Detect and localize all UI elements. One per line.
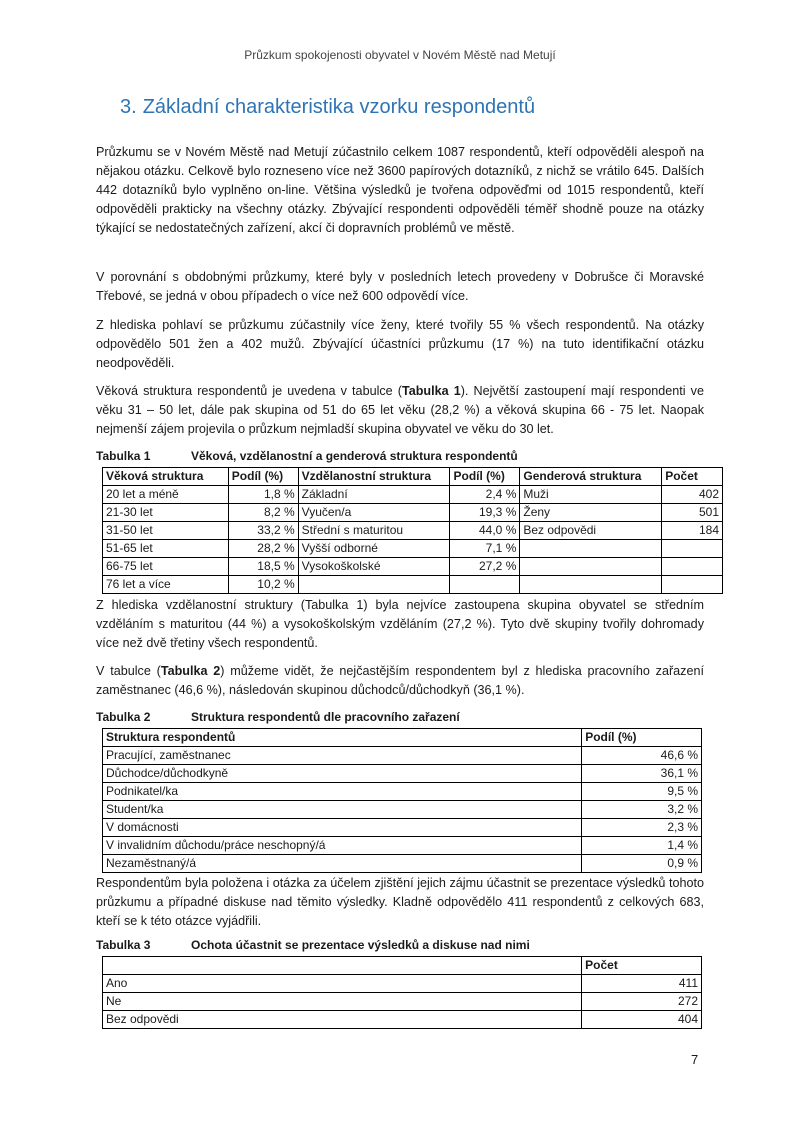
- table-cell: 7,1 %: [450, 540, 520, 558]
- table-cell: 2,4 %: [450, 486, 520, 504]
- table-cell: Vyšší odborné: [298, 540, 450, 558]
- table-1: [102, 467, 723, 594]
- table-2-label: Tabulka 2: [96, 710, 151, 724]
- table-3-label: Tabulka 3: [96, 938, 151, 952]
- table-3-header-row: [103, 957, 702, 975]
- table-1-reference: Tabulka 1: [401, 384, 461, 398]
- table-row: [103, 783, 702, 801]
- paragraph-age: [96, 382, 704, 439]
- table-1-caption: [96, 449, 518, 463]
- table-cell: 8,2 %: [228, 504, 298, 522]
- table-row: [103, 975, 702, 993]
- table-3: [102, 956, 702, 1029]
- table-cell: 36,1 %: [582, 765, 702, 783]
- table-1-header: Počet: [662, 468, 723, 486]
- table-cell: [520, 558, 662, 576]
- paragraph-occupation: [96, 662, 704, 700]
- table-cell: 21-30 let: [103, 504, 229, 522]
- page-number: 7: [691, 1052, 699, 1067]
- table-cell: 9,5 %: [582, 783, 702, 801]
- table-2-header: Podíl (%): [582, 729, 702, 747]
- running-header: Průzkum spokojenosti obyvatel v Novém Městě nad Metují: [244, 48, 556, 62]
- table-2-reference: Tabulka 2: [160, 664, 221, 678]
- table-cell: Bez odpovědi: [520, 522, 662, 540]
- table-cell: V invalidním důchodu/práce neschopný/á: [103, 837, 582, 855]
- table-cell: [450, 576, 520, 594]
- table-cell: Nezaměstnaný/á: [103, 855, 582, 873]
- table-cell: 66-75 let: [103, 558, 229, 576]
- table-cell: Ne: [103, 993, 582, 1011]
- table-2: [102, 728, 702, 873]
- table-cell: 33,2 %: [228, 522, 298, 540]
- table-cell: 27,2 %: [450, 558, 520, 576]
- table-cell: V domácnosti: [103, 819, 582, 837]
- table-cell: Vyučen/a: [298, 504, 450, 522]
- paragraph-age-text-1: Věková struktura respondentů je uvedena v tabulce (: [96, 384, 402, 398]
- paragraph-education: Z hlediska vzdělanostní struktury (Tabulka 1) byla nejvíce zastoupena skupina obyvatel se středním vzděláním s maturitou (44 %) a vysokoškolským vzděláním (27,2 %). Tyto dvě skupiny tvořily dohromady více než dvě třetiny všech respondentů.: [96, 598, 704, 650]
- table-cell: 10,2 %: [228, 576, 298, 594]
- table-cell: Střední s maturitou: [298, 522, 450, 540]
- table-cell: Základní: [298, 486, 450, 504]
- table-row: [103, 747, 702, 765]
- table-cell: Muži: [520, 486, 662, 504]
- table-1-header: Vzdělanostní struktura: [298, 468, 450, 486]
- table-cell: 402: [662, 486, 723, 504]
- table-1-label: Tabulka 1: [96, 449, 151, 463]
- table-cell: 46,6 %: [582, 747, 702, 765]
- table-cell: 501: [662, 504, 723, 522]
- table-3-caption: [96, 938, 530, 952]
- table-1-header: Podíl (%): [450, 468, 520, 486]
- table-cell: Důchodce/důchodkyně: [103, 765, 582, 783]
- table-cell: 44,0 %: [450, 522, 520, 540]
- table-cell: Vysokoškolské: [298, 558, 450, 576]
- paragraph-occupation-text-2: ) můžeme vidět, že nejčastějším respondentem byl z hlediska pracovního zařazení zaměstnanec (46,6 %), následován skupinou důchodců/důchodkyň (36,1 %).: [96, 664, 704, 697]
- table-row: [103, 765, 702, 783]
- table-cell: Student/ka: [103, 801, 582, 819]
- table-cell: 51-65 let: [103, 540, 229, 558]
- table-2-caption: [96, 710, 460, 724]
- table-cell: 1,8 %: [228, 486, 298, 504]
- table-cell: Ano: [103, 975, 582, 993]
- table-cell: 3,2 %: [582, 801, 702, 819]
- table-row: [103, 855, 702, 873]
- table-cell: 31-50 let: [103, 522, 229, 540]
- table-cell: 18,5 %: [228, 558, 298, 576]
- table-row: [103, 837, 702, 855]
- table-3-header: Počet: [582, 957, 702, 975]
- table-cell: [662, 576, 723, 594]
- table-cell: Podnikatel/ka: [103, 783, 582, 801]
- table-row: [103, 801, 702, 819]
- paragraph-comparison: V porovnání s obdobnými průzkumy, které byly v posledních letech provedeny v Dobrušce či Moravské Třebové, se jedná v obou případech o více než 600 odpovědí více.: [96, 270, 704, 303]
- table-1-header: Genderová struktura: [520, 468, 662, 486]
- table-row: [103, 558, 723, 576]
- paragraph-gender: Z hlediska pohlaví se průzkumu zúčastnily více ženy, které tvořily 55 % všech respondentů. Na otázky odpovědělo 501 žen a 402 mužů. Zbývající účastníci průzkumu (17 %) na tuto identifikační otázku neodpověděli.: [96, 318, 704, 370]
- table-2-header-row: [103, 729, 702, 747]
- table-row: [103, 1011, 702, 1029]
- paragraph-age-text-2: ). Největší zastoupení mají respondenti ve věku 31 – 50 let, dále pak skupina od 51 do 65 let věku (28,2 %) a věková skupina 66 - 75 let. Naopak nejmenší zájem projevila o průzkum nejmladší skupina obyvatel ve věku do 30 let.: [96, 384, 704, 436]
- table-row: [103, 504, 723, 522]
- table-cell: 28,2 %: [228, 540, 298, 558]
- table-cell: 20 let a méně: [103, 486, 229, 504]
- section-number: 3.: [120, 96, 137, 118]
- table-cell: 272: [582, 993, 702, 1011]
- table-row: [103, 819, 702, 837]
- table-cell: 19,3 %: [450, 504, 520, 522]
- table-2-title: Struktura respondentů dle pracovního zařazení: [191, 710, 460, 724]
- table-3-header: [103, 957, 582, 975]
- table-cell: [662, 540, 723, 558]
- table-3-title: Ochota účastnit se prezentace výsledků a diskuse nad nimi: [191, 938, 530, 952]
- paragraph-intro: Průzkumu se v Novém Městě nad Metují zúčastnilo celkem 1087 respondentů, kteří odpověděli alespoň na nějakou otázku. Celkově bylo rozneseno více než 3600 papírových dotazníků, z nichž se vrátilo 645. Dalších 442 dotazníků bylo vyplněno on-line. Většina výsledků je tvořena odpověďmi od 1015 respondentů, kteří odpověděli prakticky na všechny otázky. Zbývající respondenti odpověděli téměř shodně pouze na otázky týkající se nedostatečných zařízení, akcí či dopravních problémů ve městě.: [96, 145, 704, 235]
- table-cell: 0,9 %: [582, 855, 702, 873]
- table-cell: 404: [582, 1011, 702, 1029]
- table-1-header: Věková struktura: [103, 468, 229, 486]
- table-cell: 2,3 %: [582, 819, 702, 837]
- table-cell: 76 let a více: [103, 576, 229, 594]
- paragraph-presentation: Respondentům byla položena i otázka za účelem zjištění jejich zájmu účastnit se prezentace výsledků tohoto průzkumu a případné diskuse nad těmito výsledky. Kladně odpovědělo 411 respondentů z celkových 683, kteří se k této otázce vyjádřili.: [96, 876, 704, 928]
- table-1-title: Věková, vzdělanostní a genderová struktura respondentů: [191, 449, 518, 463]
- table-2-header: Struktura respondentů: [103, 729, 582, 747]
- table-row: [103, 540, 723, 558]
- table-row: [103, 522, 723, 540]
- table-1-header-row: [103, 468, 723, 486]
- table-cell: [520, 576, 662, 594]
- table-cell: [298, 576, 450, 594]
- table-cell: 184: [662, 522, 723, 540]
- table-cell: [520, 540, 662, 558]
- section-heading: [120, 96, 535, 119]
- table-row: [103, 486, 723, 504]
- table-row: [103, 993, 702, 1011]
- table-cell: 1,4 %: [582, 837, 702, 855]
- table-cell: Bez odpovědi: [103, 1011, 582, 1029]
- paragraph-occupation-text-1: V tabulce (: [96, 664, 161, 678]
- table-cell: Pracující, zaměstnanec: [103, 747, 582, 765]
- table-1-header: Podíl (%): [228, 468, 298, 486]
- table-row: [103, 576, 723, 594]
- table-cell: 411: [582, 975, 702, 993]
- table-cell: Ženy: [520, 504, 662, 522]
- table-cell: [662, 558, 723, 576]
- section-title: Základní charakteristika vzorku respondentů: [142, 96, 536, 118]
